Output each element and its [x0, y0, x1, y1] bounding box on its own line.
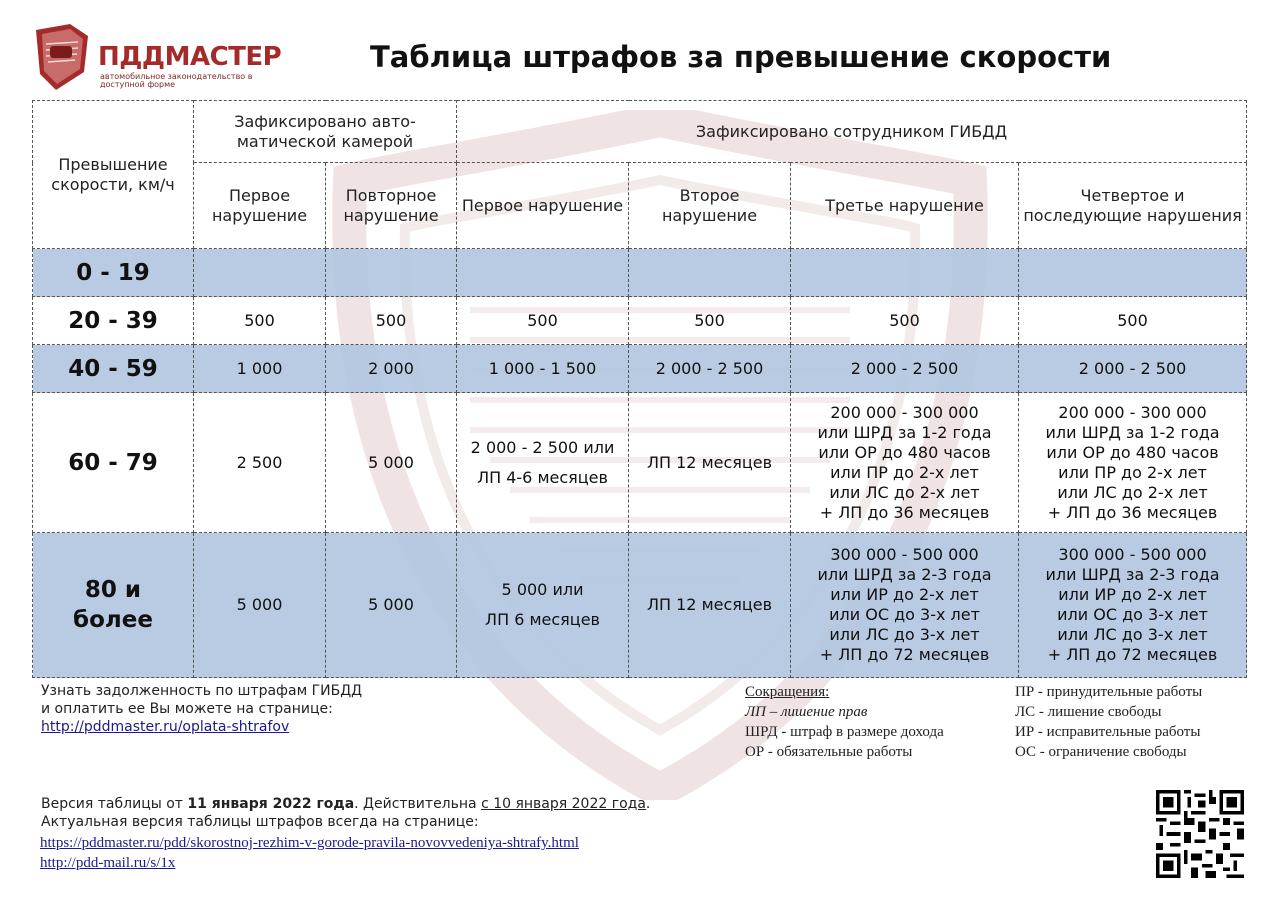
article-link[interactable]: https://pddmaster.ru/pdd/skorostnoj-rezhim-v-gorode-pravila-novovvedeniya-shtrafy.html [40, 835, 579, 851]
fine-cell: 1 000 [194, 345, 326, 393]
fine-cell: 2 500 [194, 393, 326, 533]
version-valid-from: с 10 января 2022 года [481, 796, 646, 812]
header-officer-fourth: Четвертое и последующие нарушения [1019, 163, 1247, 249]
speed-range: 40 - 59 [33, 345, 194, 393]
abbreviations-heading: Сокращения: [745, 684, 830, 700]
abbr-ls: ЛС - лишение свободы [1015, 704, 1162, 720]
abbreviations-left [745, 682, 944, 762]
abbr-shrd: ШРД - штраф в размере дохода [745, 724, 944, 740]
fine-cell: 5 000 [326, 533, 457, 678]
qr-code-icon[interactable] [1156, 790, 1244, 878]
table-row [33, 345, 1247, 393]
version-middle: . Действительна [354, 796, 482, 812]
short-link[interactable]: http://pdd-mail.ru/s/1x [40, 855, 176, 871]
speed-range: 20 - 39 [33, 297, 194, 345]
logo-name: ПДДМАСТЕР [98, 42, 282, 72]
header-officer: Зафиксировано сотрудником ГИБДД [457, 101, 1247, 163]
header-camera-repeat: Повторное нарушение [326, 163, 457, 249]
fine-cell: 2 000 - 2 500 [1019, 345, 1247, 393]
fine-cell: 500 [457, 297, 629, 345]
fine-cell: 200 000 - 300 000 или ШРД за 1-2 года или ОР до 480 часов или ПР до 2-х лет или ЛС до 2-х лет + ЛП до 36 месяцев [1019, 393, 1247, 533]
header-camera-first: Первое нарушение [194, 163, 326, 249]
abbr-or: ОР - обязательные работы [745, 744, 913, 760]
version-line-2: Актуальная версия таблицы штрафов всегда на странице: [41, 814, 479, 830]
fine-cell: 2 000 [326, 345, 457, 393]
fine-cell [194, 249, 326, 297]
fine-cell: ЛП 12 месяцев [629, 393, 791, 533]
table-row [33, 533, 1247, 678]
fine-cell: 5 000 [326, 393, 457, 533]
fine-cell: ЛП 12 месяцев [629, 533, 791, 678]
header-officer-second: Второе нарушение [629, 163, 791, 249]
fine-cell [457, 249, 629, 297]
shield-car-logo-icon [30, 22, 92, 92]
fine-cell: 5 000 [194, 533, 326, 678]
abbr-os: ОС - ограничение свободы [1015, 744, 1187, 760]
table-row [33, 297, 1247, 345]
fine-cell [1019, 249, 1247, 297]
fine-cell [629, 249, 791, 297]
fine-cell: 300 000 - 500 000 или ШРД за 2-3 года или ИР до 2-х лет или ОС до 3-х лет или ЛС до 3-х лет + ЛП до 72 месяцев [791, 533, 1019, 678]
debt-line-1: Узнать задолженность по штрафам ГИБДД [41, 683, 363, 699]
fine-cell: 500 [1019, 297, 1247, 345]
fine-cell: 300 000 - 500 000 или ШРД за 2-3 года или ИР до 2-х лет или ОС до 3-х лет или ЛС до 3-х лет + ЛП до 72 месяцев [1019, 533, 1247, 678]
table-row [33, 393, 1247, 533]
version-links [40, 833, 579, 873]
version-line [41, 795, 650, 813]
fine-cell [326, 249, 457, 297]
version-prefix: Версия таблицы от [41, 796, 188, 812]
fine-cell: 500 [326, 297, 457, 345]
speed-range: 0 - 19 [33, 249, 194, 297]
version-date: 11 января 2022 года [187, 796, 355, 812]
fine-cell: 1 000 - 1 500 [457, 345, 629, 393]
header-officer-first: Первое нарушение [457, 163, 629, 249]
speed-range: 60 - 79 [33, 393, 194, 533]
table-row [33, 249, 1247, 297]
fine-cell: 500 [791, 297, 1019, 345]
fines-table [32, 100, 1247, 678]
logo-tagline: автомобильное законодательство в доступной форме [100, 72, 253, 89]
debt-line-2: и оплатить ее Вы можете на странице: [41, 701, 333, 717]
debt-note [41, 682, 362, 736]
speed-range: 80 и более [33, 533, 194, 678]
abbr-lp: ЛП – лишение прав [745, 704, 868, 720]
header-speed: Превышение скорости, км/ч [33, 101, 194, 249]
version-suffix: . [645, 796, 651, 812]
fine-cell [791, 249, 1019, 297]
header-camera: Зафиксировано авто- матической камерой [194, 101, 457, 163]
page-title: Таблица штрафов за превышение скорости [370, 40, 1112, 74]
abbr-pr: ПР - принудительные работы [1015, 684, 1203, 700]
fine-cell: 2 000 - 2 500 [629, 345, 791, 393]
fine-cell: 200 000 - 300 000 или ШРД за 1-2 года или ОР до 480 часов или ПР до 2-х лет или ЛС до 2-х лет + ЛП до 36 месяцев [791, 393, 1019, 533]
fine-cell: 2 000 - 2 500 [791, 345, 1019, 393]
payment-link[interactable]: http://pddmaster.ru/oplata-shtrafov [41, 719, 290, 735]
version-note [41, 795, 650, 831]
fine-cell: 2 000 - 2 500 или ЛП 4-6 месяцев [457, 393, 629, 533]
fine-cell: 500 [629, 297, 791, 345]
header-officer-third: Третье нарушение [791, 163, 1019, 249]
abbreviations-right [1015, 682, 1202, 762]
abbr-ir: ИР - исправительные работы [1015, 724, 1201, 740]
fine-cell: 500 [194, 297, 326, 345]
fine-cell: 5 000 или ЛП 6 месяцев [457, 533, 629, 678]
site-logo[interactable] [30, 22, 280, 92]
